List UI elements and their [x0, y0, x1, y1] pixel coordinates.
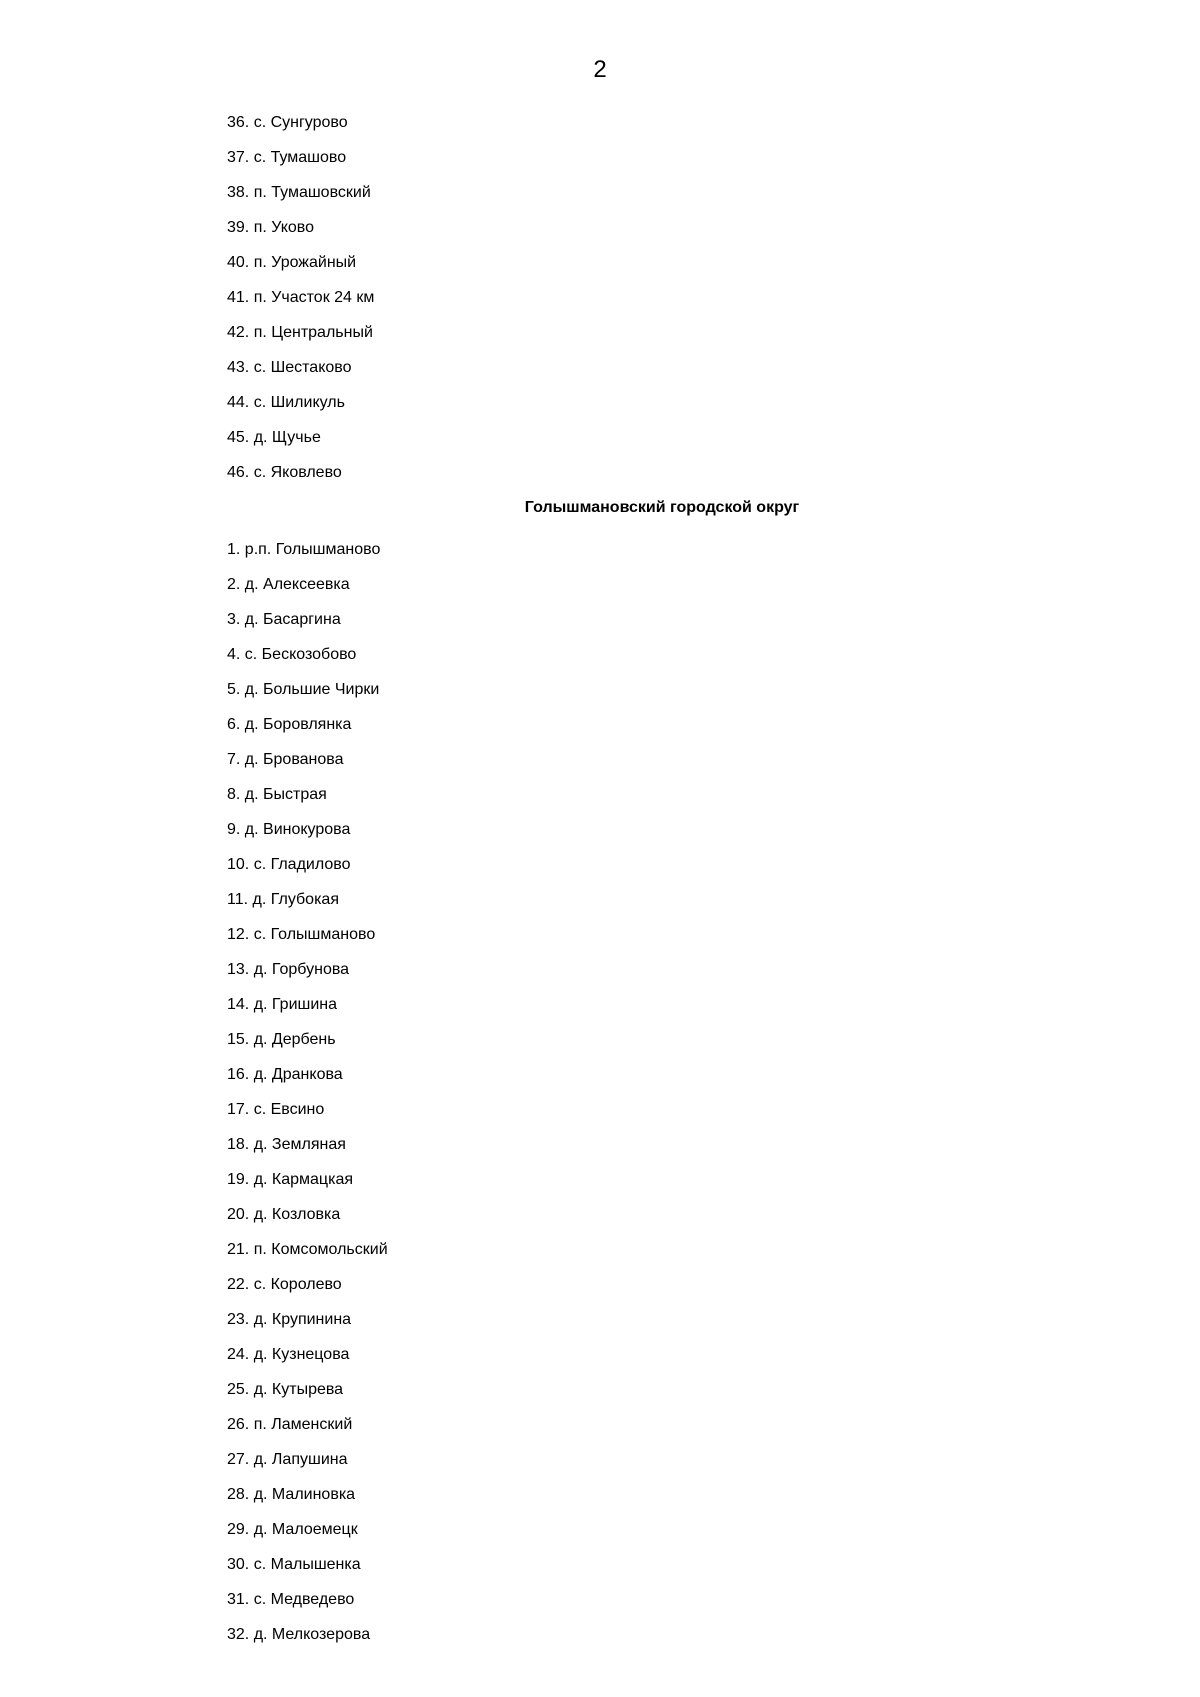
list-item: 6. д. Боровлянка [227, 716, 352, 733]
list-item: 25. д. Кутырева [227, 1381, 344, 1398]
list-item: 4. с. Бескозобово [227, 646, 357, 663]
list-item: 13. д. Горбунова [227, 961, 350, 978]
list-item: 5. д. Большие Чирки [227, 681, 380, 698]
list-item: 42. п. Центральный [227, 324, 373, 341]
list-item: 39. п. Уково [227, 219, 314, 236]
list-item: 1. р.п. Голышманово [227, 541, 381, 558]
list-item: 40. п. Урожайный [227, 254, 357, 271]
list-item: 29. д. Малоемецк [227, 1521, 358, 1538]
list-item: 7. д. Брованова [227, 751, 344, 768]
list-item: 2. д. Алексеевка [227, 576, 350, 593]
list-item: 26. п. Ламенский [227, 1416, 353, 1433]
list-item: 10. с. Гладилово [227, 856, 351, 873]
settlement-list [227, 540, 388, 1660]
page-number: 2 [593, 56, 607, 83]
list-item: 20. д. Козловка [227, 1206, 341, 1223]
list-item: 30. с. Малышенка [227, 1556, 361, 1573]
list-item: 24. д. Кузнецова [227, 1346, 350, 1363]
list-item: 37. с. Тумашово [227, 149, 347, 166]
continued-settlement-list [227, 113, 374, 498]
list-item: 45. д. Щучье [227, 429, 321, 446]
list-item: 18. д. Земляная [227, 1136, 346, 1153]
list-item: 21. п. Комсомольский [227, 1241, 388, 1258]
list-item: 27. д. Лапушина [227, 1451, 348, 1468]
list-item: 36. с. Сунгурово [227, 114, 348, 131]
list-item: 31. с. Медведево [227, 1591, 355, 1608]
list-item: 44. с. Шиликуль [227, 394, 345, 411]
list-item: 41. п. Участок 24 км [227, 289, 375, 306]
list-item: 19. д. Кармацкая [227, 1171, 354, 1188]
list-item: 22. с. Королево [227, 1276, 342, 1293]
list-item: 43. с. Шестаково [227, 359, 352, 376]
section-heading: Голышмановский городской округ [524, 499, 800, 516]
list-item: 23. д. Крупинина [227, 1311, 352, 1328]
list-item: 15. д. Дербень [227, 1031, 336, 1048]
list-item: 9. д. Винокурова [227, 821, 351, 838]
list-item: 17. с. Евсино [227, 1101, 325, 1118]
list-item: 11. д. Глубокая [227, 891, 339, 908]
list-item: 8. д. Быстрая [227, 786, 327, 803]
list-item: 16. д. Дранкова [227, 1066, 343, 1083]
list-item: 3. д. Басаргина [227, 611, 341, 628]
list-item: 14. д. Гришина [227, 996, 338, 1013]
list-item: 38. п. Тумашовский [227, 184, 371, 201]
list-item: 32. д. Мелкозерова [227, 1626, 371, 1643]
list-item: 46. с. Яковлево [227, 464, 342, 481]
list-item: 28. д. Малиновка [227, 1486, 356, 1503]
list-item: 12. с. Голышманово [227, 926, 376, 943]
